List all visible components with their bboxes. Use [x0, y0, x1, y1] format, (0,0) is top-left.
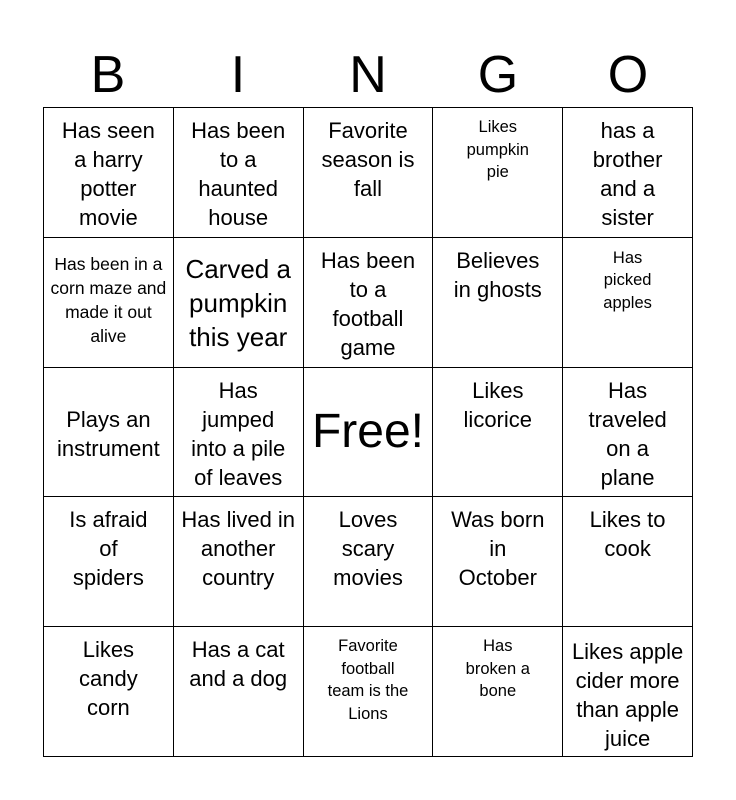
bingo-grid	[43, 107, 693, 757]
bingo-cell[interactable]	[433, 108, 563, 238]
cell-text: Has jumped into a pile of leaves	[191, 377, 286, 490]
cell-text: Loves scary movies	[333, 507, 403, 591]
cell-text: has a brother and a sister	[592, 118, 663, 230]
bingo-cell[interactable]	[433, 368, 563, 498]
header-letter-b: B	[90, 46, 126, 104]
cell-text: Likes to cook	[589, 507, 666, 562]
cell-text: Has been in a corn maze and made it out alive	[50, 253, 167, 346]
bingo-cell[interactable]	[563, 108, 693, 238]
header-letter-g: G	[477, 46, 519, 104]
bingo-cell[interactable]	[304, 108, 434, 238]
cell-text: Is afraid of spiders	[69, 507, 148, 591]
bingo-cell[interactable]	[563, 627, 693, 757]
cell-text: Favorite season is fall	[321, 118, 415, 201]
cell-text: Was born in October	[451, 507, 545, 591]
bingo-cell[interactable]	[174, 627, 304, 757]
cell-text: Has broken a bone	[465, 637, 530, 701]
header-letter-n: N	[349, 46, 387, 104]
cell-text: Has been to a haunted house	[191, 118, 286, 230]
bingo-cell[interactable]	[44, 238, 174, 368]
bingo-cell[interactable]	[563, 497, 693, 627]
cell-text: Has traveled on a plane	[588, 377, 667, 490]
bingo-cell[interactable]	[44, 108, 174, 238]
cell-text: Likes candy corn	[79, 637, 138, 721]
cell-text: Likes pumpkin pie	[466, 118, 529, 181]
cell-text: Carved a pumpkin this year	[185, 253, 291, 352]
cell-text: Plays an instrument	[57, 406, 160, 461]
cell-text: Has seen a harry potter movie	[61, 118, 155, 230]
bingo-cell[interactable]	[304, 238, 434, 368]
free-space-cell[interactable]	[304, 368, 434, 498]
bingo-cell[interactable]	[44, 368, 174, 498]
cell-text: Has been to a football game	[320, 247, 416, 360]
cell-text: Has lived in another country	[181, 507, 296, 591]
cell-text: Has picked apples	[603, 248, 652, 312]
cell-text: Likes apple cider more than apple juice	[571, 639, 684, 752]
cell-text: Believes in ghosts	[453, 247, 542, 302]
bingo-cell[interactable]	[174, 238, 304, 368]
bingo-cell[interactable]	[563, 368, 693, 498]
bingo-header	[43, 42, 693, 108]
bingo-cell[interactable]	[304, 627, 434, 757]
header-letter-o: O	[607, 46, 649, 104]
bingo-cell[interactable]	[433, 238, 563, 368]
header-letter-i: I	[230, 46, 246, 104]
bingo-cell[interactable]	[174, 497, 304, 627]
cell-text: Has a cat and a dog	[189, 637, 288, 692]
bingo-cell[interactable]	[304, 497, 434, 627]
free-space-text: Free!	[311, 404, 424, 458]
bingo-cell[interactable]	[433, 627, 563, 757]
bingo-cell[interactable]	[174, 108, 304, 238]
bingo-cell[interactable]	[174, 368, 304, 498]
cell-text: Likes licorice	[463, 377, 533, 432]
bingo-cell[interactable]	[433, 497, 563, 627]
bingo-cell[interactable]	[44, 627, 174, 757]
cell-text: Favorite football team is the Lions	[327, 637, 409, 723]
bingo-cell[interactable]	[44, 497, 174, 627]
bingo-cell[interactable]	[563, 238, 693, 368]
